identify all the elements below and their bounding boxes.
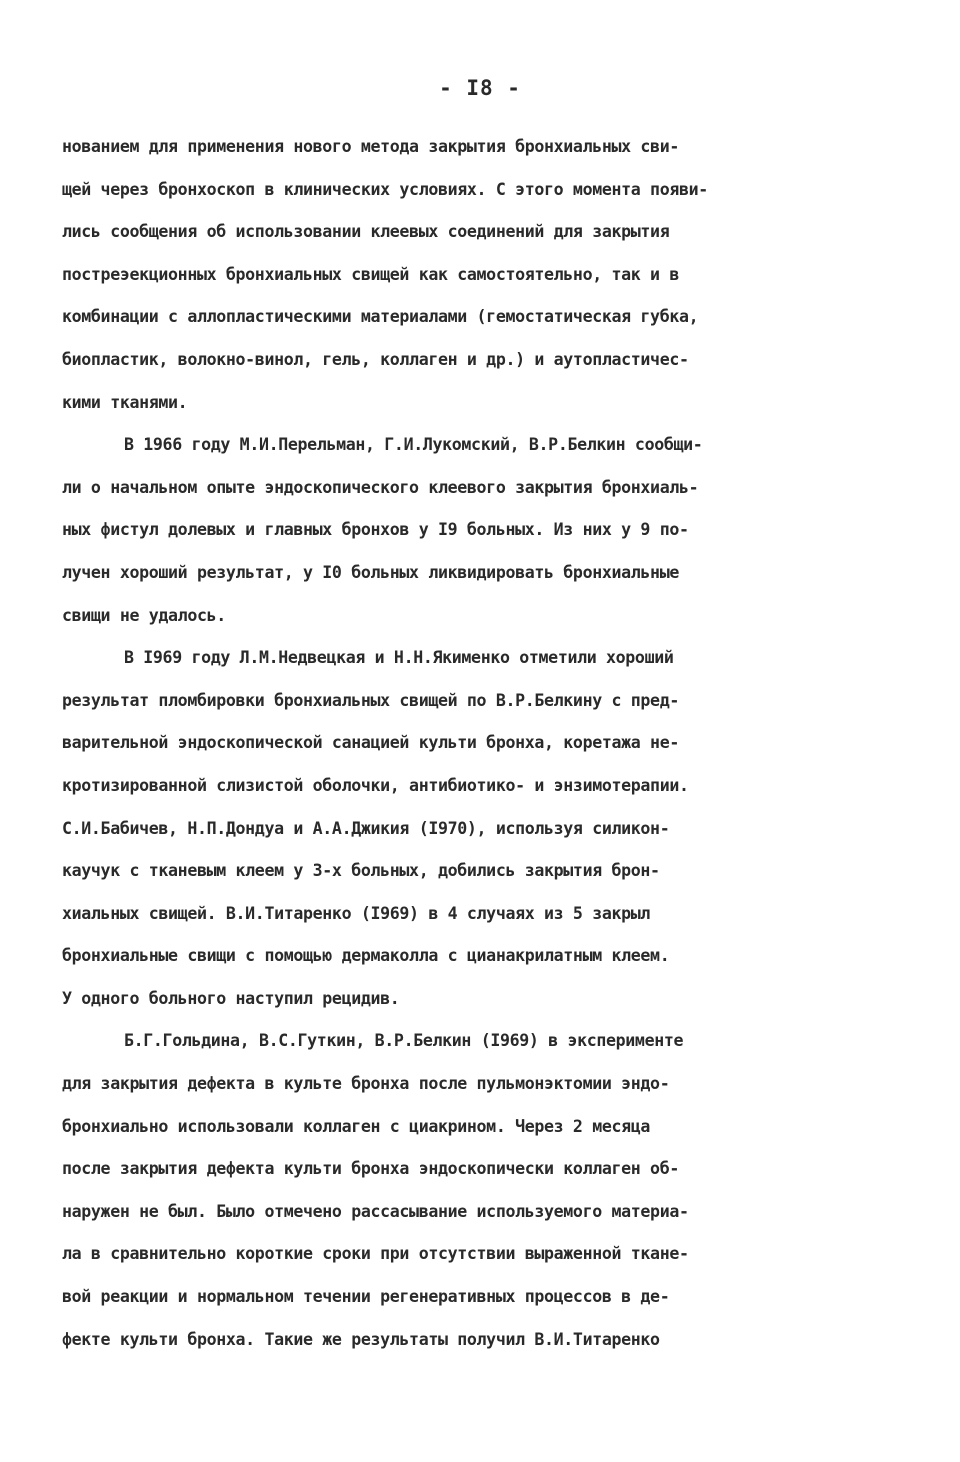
text-line: С.И.Бабичев, Н.П.Дондуа и А.А.Джикия (I970), используя силикон- <box>62 818 670 838</box>
text-line: щей через бронхоскоп в клинических условиях. С этого момента появи- <box>62 179 708 199</box>
text-line: результат пломбировки бронхиальных свищей по В.Р.Белкину с пред- <box>62 690 679 710</box>
text-line: В 1966 году М.И.Перельман, Г.И.Лукомский, В.Р.Белкин сообщи- <box>124 435 703 455</box>
text-line: бронхиальные свищи с помощью дермаколла с цианакрилатным клеем. <box>62 946 670 966</box>
text-line: ных фистул долевых и главных бронхов у I9 больных. Из них у 9 по- <box>62 520 689 540</box>
text-line: ла в сравнительно короткие сроки при отсутствии выраженной ткане- <box>62 1244 689 1264</box>
text-line: ли о начальном опыте эндоскопического клеевого закрытия бронхиаль- <box>62 477 699 497</box>
text-line: наружен не был. Было отмечено рассасывание используемого материа- <box>62 1201 689 1221</box>
text-line: нованием для применения нового метода закрытия бронхиальных сви- <box>62 137 679 156</box>
page-number: - I8 - <box>439 76 521 100</box>
text-line: для закрытия дефекта в культе бронха после пульмонэктомии эндо- <box>62 1074 670 1094</box>
text-line: кими тканями. <box>62 392 188 412</box>
text-line: комбинации с аллопластическими материалами (гемостатическая губка, <box>62 307 699 327</box>
text-line: биопластик, волокно-винол, гель, коллаген и др.) и аутопластичес- <box>62 349 689 369</box>
text-line: хиальных свищей. В.И.Титаренко (I969) в 4 случаях из 5 закрыл <box>62 903 651 923</box>
text-line: Б.Г.Гольдина, В.С.Гуткин, В.Р.Белкин (I969) в эксперименте <box>124 1031 684 1051</box>
text-line: постреэекционных бронхиальных свищей как самостоятельно, так и в <box>62 264 679 284</box>
text-line: бронхиально использовали коллаген с циакрином. Через 2 месяца <box>62 1116 651 1136</box>
text-line: варительной эндоскопической санацией культи бронха, коретажа не- <box>62 733 679 753</box>
text-line: свищи не удалось. <box>62 605 226 625</box>
text-line: фекте культи бронха. Такие же результаты получил В.И.Титаренко <box>62 1329 660 1349</box>
text-line: В I969 году Л.М.Недвецкая и Н.Н.Якименко отметили хороший <box>124 648 674 668</box>
body-text <box>62 126 912 1361</box>
text-line: кротизированной слизистой оболочки, антибиотико- и энзимотерапии. <box>62 775 689 795</box>
text-line: лучен хороший результат, у I0 больных ликвидировать бронхиальные <box>62 562 679 582</box>
text-line: вой реакции и нормальном течении регенеративных процессов в де- <box>62 1287 670 1307</box>
text-line: после закрытия дефекта культи бронха эндоскопически коллаген об- <box>62 1159 679 1179</box>
text-line: У одного больного наступил рецидив. <box>62 988 400 1008</box>
text-line: лись сообщения об использовании клеевых соединений для закрытия <box>62 222 670 242</box>
text-line: каучук с тканевым клеем у 3-х больных, добились закрытия брон- <box>62 861 660 881</box>
